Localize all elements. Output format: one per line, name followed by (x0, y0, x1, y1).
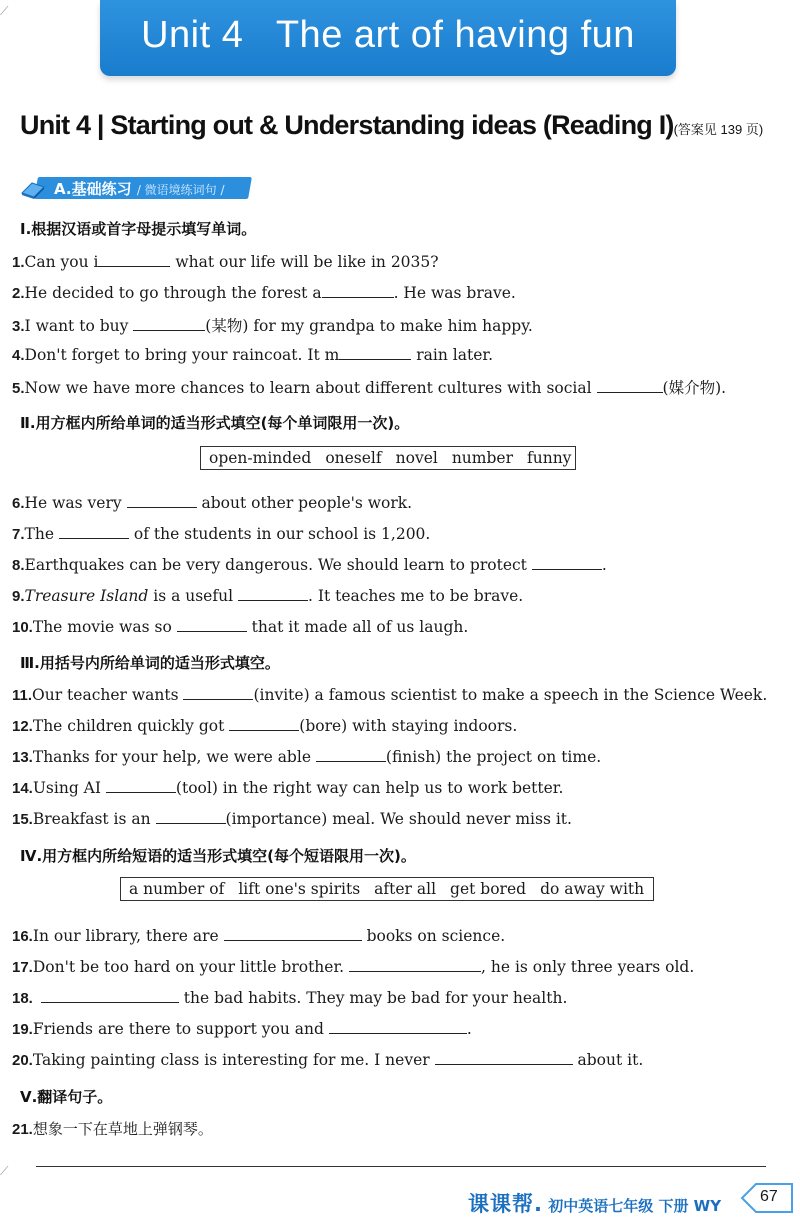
question-text: of the students in our school is 1,200. (128, 525, 431, 543)
question-text: (importance) meal. We should never miss it. (225, 810, 572, 828)
question-text: rain later. (411, 346, 494, 364)
answer-blank[interactable] (339, 345, 411, 360)
answer-blank[interactable] (127, 493, 197, 508)
book-name: 初中英语七年级 下册 WY (548, 1197, 722, 1215)
question-number: 1. (12, 254, 25, 271)
answer-blank[interactable] (229, 716, 299, 731)
question-19 (12, 1019, 472, 1038)
word-option: oneself (325, 449, 382, 467)
phrase-option: after all (374, 880, 437, 898)
question-text: . He was brave. (393, 284, 516, 302)
question-number: 5. (12, 380, 25, 397)
question-text: Now we have more chances to learn about different cultures with social (24, 379, 597, 397)
answer-blank[interactable] (329, 1019, 467, 1034)
answer-blank[interactable] (41, 988, 179, 1003)
question-number: 4. (12, 347, 25, 364)
question-number: 15. (12, 811, 33, 828)
question-text: Breakfast is an (32, 810, 156, 828)
question-number: 21. (12, 1121, 33, 1138)
answer-blank[interactable] (224, 926, 362, 941)
question-4 (12, 345, 493, 364)
word-option: open-minded (209, 449, 312, 467)
phrase-option: do away with (540, 880, 645, 898)
question-text: (bore) with staying indoors. (299, 717, 518, 735)
question-text: the bad habits. They may be bad for your health. (178, 989, 568, 1007)
page-number (738, 1180, 794, 1216)
question-text: Thanks for your help, we were able (32, 748, 316, 766)
part2-heading: Ⅱ.用方框内所给单词的适当形式填空(每个单词限用一次)。 (20, 414, 410, 432)
question-12 (12, 716, 517, 735)
question-14 (12, 778, 563, 797)
question-text: The (24, 525, 59, 543)
question-text: Earthquakes can be very dangerous. We should learn to protect (24, 556, 532, 574)
question-20 (12, 1050, 643, 1069)
lesson-title (20, 110, 763, 141)
question-text: Don't be too hard on your little brother. (32, 958, 350, 976)
question-2 (12, 283, 516, 302)
answer-blank[interactable] (156, 809, 226, 824)
phrase-option: get bored (450, 880, 527, 898)
question-number: 17. (12, 959, 33, 976)
question-text: (finish) the project on time. (385, 748, 602, 766)
book-title: Treasure Island (24, 587, 149, 605)
question-text: I want to buy (24, 317, 134, 335)
word-option: funny (527, 449, 572, 467)
question-text: Using AI (32, 779, 106, 797)
question-6 (12, 493, 412, 512)
question-text: 想象一下在草地上弹钢琴。 (32, 1120, 213, 1138)
question-text: He was very (24, 494, 127, 512)
question-5 (12, 376, 726, 398)
word-box (200, 446, 576, 470)
question-text: . (466, 1020, 472, 1038)
question-text: Don't forget to bring your raincoat. It m (24, 346, 340, 364)
answer-blank[interactable] (98, 252, 170, 267)
answer-blank[interactable] (177, 617, 247, 632)
answer-blank[interactable] (435, 1050, 573, 1065)
phrase-option: lift one's spirits (238, 880, 361, 898)
question-10 (12, 617, 468, 636)
brand-name: 课课帮. (468, 1192, 543, 1216)
section-a-title: A.基础练习 (54, 180, 132, 198)
answer-blank[interactable] (59, 524, 129, 539)
answer-blank[interactable] (106, 778, 176, 793)
question-number: 20. (12, 1052, 33, 1069)
question-number: 10. (12, 619, 33, 636)
question-1 (12, 252, 439, 271)
question-text: that it made all of us laugh. (246, 618, 469, 636)
answer-reference: (答案见 139 页) (673, 122, 764, 137)
question-text: about other people's work. (196, 494, 413, 512)
question-7 (12, 524, 430, 543)
question-number: 7. (12, 526, 25, 543)
part3-heading: Ⅲ.用括号内所给单词的适当形式填空。 (20, 654, 280, 672)
answer-blank[interactable] (322, 283, 394, 298)
question-9 (12, 586, 523, 605)
question-text: In our library, there are (32, 927, 224, 945)
question-number: 2. (12, 285, 25, 302)
unit-banner (100, 0, 676, 76)
question-number: 11. (12, 687, 33, 704)
question-text: The movie was so (32, 618, 177, 636)
question-21 (12, 1118, 213, 1139)
part4-heading: Ⅳ.用方框内所给短语的适当形式填空(每个短语限用一次)。 (20, 847, 416, 865)
question-3 (12, 314, 533, 336)
question-number: 13. (12, 749, 33, 766)
answer-blank[interactable] (316, 747, 386, 762)
section-a-label (54, 178, 225, 199)
lesson-title-text: Unit 4 | Starting out & Understanding ideas (Reading I) (20, 110, 674, 140)
book-icon (20, 177, 46, 199)
question-text: Taking painting class is interesting for me. I never (32, 1051, 435, 1069)
question-18 (12, 988, 567, 1007)
question-11 (12, 685, 767, 704)
question-text: (某物) for my grandpa to make him happy. (205, 317, 533, 335)
question-17 (12, 957, 694, 976)
question-8 (12, 555, 607, 574)
question-number: 16. (12, 928, 33, 945)
phrase-option: a number of (129, 880, 225, 898)
question-text: Our teacher wants (32, 686, 184, 704)
question-15 (12, 809, 572, 828)
question-text: what our life will be like in 2035? (170, 253, 439, 271)
answer-blank[interactable] (133, 316, 205, 331)
question-number: 6. (12, 495, 25, 512)
question-number: 19. (12, 1021, 33, 1038)
question-text: The children quickly got (32, 717, 230, 735)
question-text: (tool) in the right way can help us to work better. (175, 779, 564, 797)
question-text: . (601, 556, 607, 574)
part1-heading: Ⅰ.根据汉语或首字母提示填写单词。 (20, 220, 257, 238)
word-option: number (451, 449, 513, 467)
question-text: Friends are there to support you and (32, 1020, 329, 1038)
word-option: novel (395, 449, 438, 467)
part5-heading: Ⅴ.翻译句子。 (20, 1088, 113, 1106)
page-number-value: 67 (760, 1188, 778, 1205)
answer-blank[interactable] (532, 555, 602, 570)
question-number: 3. (12, 318, 25, 335)
unit-banner-title: Unit 4 The art of having fun (141, 14, 635, 56)
footer-brand (468, 1188, 721, 1218)
question-text: about it. (572, 1051, 644, 1069)
margin-decoration: ⟋ (0, 1164, 9, 1178)
margin-decoration: ⟋ (0, 4, 9, 18)
question-text: He decided to go through the forest a (24, 284, 322, 302)
answer-blank[interactable] (597, 378, 663, 393)
question-number: 14. (12, 780, 33, 797)
question-13 (12, 747, 601, 766)
question-number: 18. (12, 990, 33, 1007)
question-text: (媒介物). (662, 379, 727, 397)
phrase-box (120, 877, 654, 901)
answer-blank[interactable] (349, 957, 481, 972)
question-text: is a useful (148, 587, 238, 605)
question-text: books on science. (361, 927, 506, 945)
answer-blank[interactable] (183, 685, 253, 700)
question-16 (12, 926, 505, 945)
question-text: (invite) a famous scientist to make a speech in the Science Week. (253, 686, 768, 704)
question-text: , he is only three years old. (481, 958, 695, 976)
question-text: Can you i (24, 253, 99, 271)
section-a-subtitle: / 微语境练词句 / (136, 183, 225, 197)
question-number: 9. (12, 588, 25, 605)
section-a-tag (14, 175, 252, 201)
translation-answer-line[interactable] (36, 1166, 766, 1167)
question-number: 12. (12, 718, 33, 735)
answer-blank[interactable] (238, 586, 308, 601)
question-number: 8. (12, 557, 25, 574)
question-text: . It teaches me to be brave. (307, 587, 524, 605)
